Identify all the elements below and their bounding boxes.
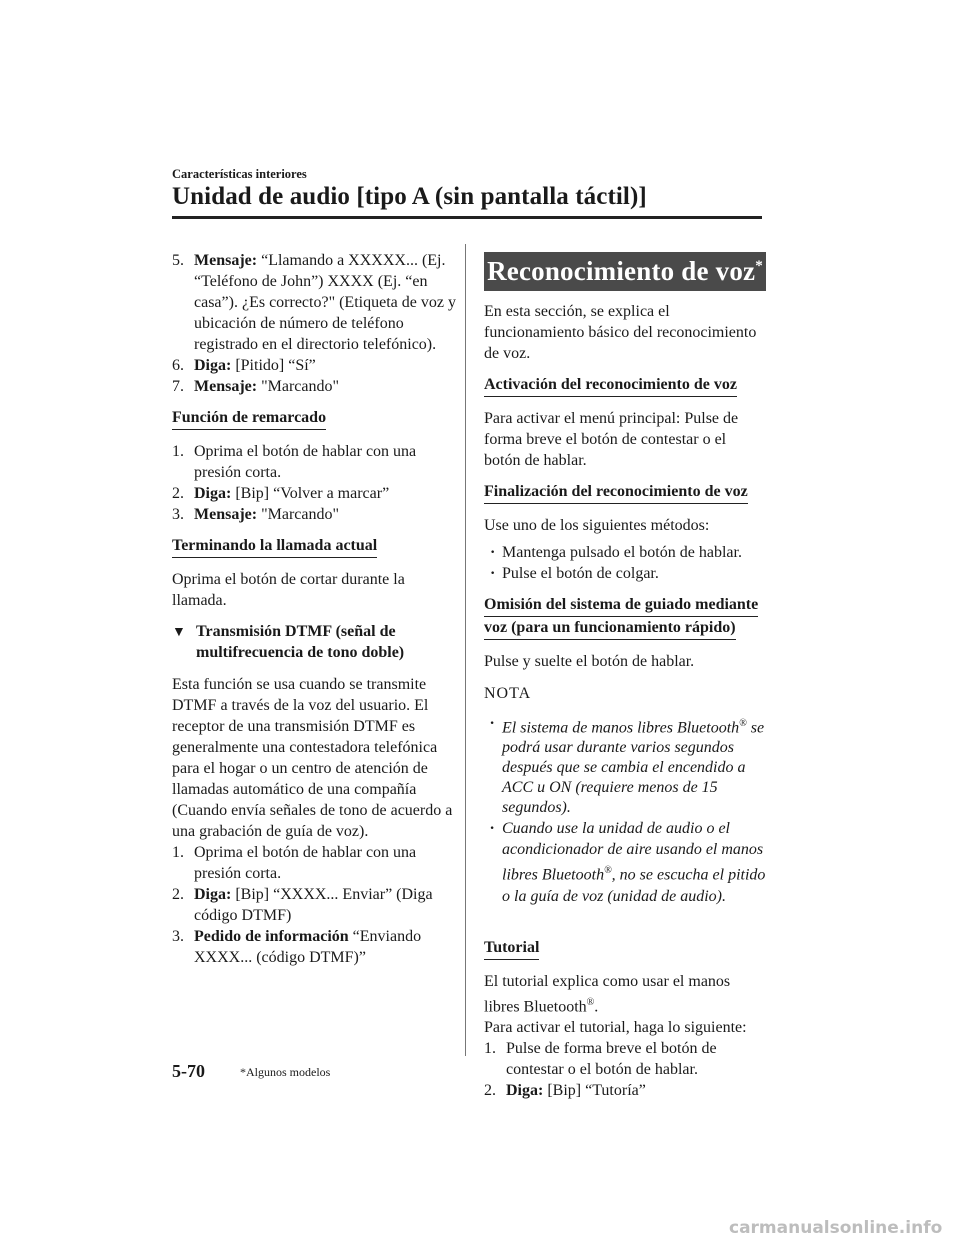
tutorial-text: .: [594, 997, 599, 1015]
paragraph: Esta función se usa cuando se transmite DTMF a través de la voz del usuario. El receptor de una transmisión DTMF es generalmente una contestadora telefónica para el hogar o un centro de atención de llamadas automático de una compañía (Cuando envía señales de tono de acuerdo a una grabación de guía de voz).: [172, 676, 453, 840]
item-label: Mensaje:: [194, 506, 258, 523]
paragraph: Use uno de los siguientes métodos:: [484, 517, 710, 534]
item-text: "Marcando": [257, 506, 340, 523]
item-number: 3.: [172, 506, 184, 523]
subheading-dtmf: [172, 621, 457, 663]
item-number: 3.: [172, 928, 184, 945]
paragraph: [484, 971, 766, 1017]
tutorial-text: El tutorial explica como usar el manos libres Bluetooth: [484, 972, 731, 1015]
item-number: 1.: [172, 844, 184, 861]
item-text: [Bip] “Tutoría”: [543, 1081, 646, 1099]
bullet-item: [484, 542, 766, 563]
model-asterisk: *: [755, 258, 763, 274]
item-number: 6.: [172, 357, 184, 374]
note-text: se podrá usar durante varios segundos después que se cambia el encendido a ACC u ON (requiere menos de 15 segundos).: [502, 719, 765, 817]
item-text: "Marcando": [257, 378, 340, 395]
item-label: Diga:: [506, 1081, 544, 1099]
dtmf-heading-text: Transmisión DTMF (señal de multifrecuencia de tono doble): [196, 623, 405, 661]
paragraph: Oprima el botón de cortar durante la llamada.: [172, 571, 405, 609]
paragraph: Para activar el menú principal: Pulse de forma breve el botón de contestar o el botón de hablar.: [484, 410, 739, 469]
registered-mark: ®: [604, 865, 612, 877]
note-text: El sistema de manos libres Bluetooth: [502, 719, 740, 737]
item-label: Diga:: [194, 357, 232, 374]
item-text: [Bip] “XXXX... Enviar” (Diga código DTMF): [194, 886, 433, 924]
item-number: 1.: [484, 1039, 496, 1057]
note-item: [484, 818, 766, 906]
item-number: 2.: [172, 485, 184, 502]
item-text: [Bip] “Volver a marcar”: [231, 485, 390, 502]
item-text: Oprima el botón de hablar con una presión corta.: [194, 844, 417, 882]
item-text: “Enviando XXXX... (código DTMF)”: [194, 928, 422, 966]
subheading-terminando: Terminando la llamada actual: [172, 535, 377, 558]
bullet-dot-icon: ·: [490, 565, 496, 582]
note-label: NOTA: [484, 685, 532, 702]
item-label: Diga:: [194, 485, 232, 502]
triangle-down-icon: ▼: [172, 625, 186, 640]
list-item: [484, 1080, 766, 1101]
note-text: , no se escucha el pitido o la guía de voz (unidad de audio).: [502, 866, 766, 905]
subheading-activacion: Activación del reconocimiento de voz: [484, 374, 737, 397]
item-text: Oprima el botón de hablar con una presión corta.: [194, 443, 417, 481]
item-text: Pulse de forma breve el botón de contestar o el botón de hablar.: [506, 1039, 717, 1078]
subheading-remarcado: Función de remarcado: [172, 407, 326, 430]
list-item: [172, 250, 457, 355]
list-item: [172, 483, 457, 504]
omision-heading-line: voz (para un funcionamiento rápido): [484, 617, 736, 640]
list-item: [172, 441, 457, 483]
list-item: [172, 355, 457, 376]
list-item: [172, 376, 457, 397]
item-label: Pedido de información: [194, 928, 349, 945]
paragraph: Para activar el tutorial, haga lo siguiente:: [484, 1018, 747, 1036]
header-rule: [172, 216, 762, 219]
left-column: [172, 250, 457, 968]
item-number: 5.: [172, 252, 184, 269]
paragraph: En esta sección, se explica el funcionamiento básico del reconocimiento de voz.: [484, 303, 757, 362]
list-item: [484, 1038, 766, 1080]
subheading-omision: [484, 594, 766, 640]
item-number: 7.: [172, 378, 184, 395]
list-item: [172, 884, 457, 926]
note-text: Cuando use la unidad de audio o el acondicionador de aire usando el manos libres Bluetooth: [502, 820, 764, 884]
registered-mark: ®: [739, 718, 747, 729]
page-title: Unidad de audio [tipo A (sin pantalla táctil)]: [172, 183, 647, 210]
omision-heading-line: Omisión del sistema de guiado mediante: [484, 594, 758, 617]
subheading-finalizacion: Finalización del reconocimiento de voz: [484, 481, 748, 504]
page-number: 5-70: [172, 1061, 205, 1081]
item-number: 2.: [172, 886, 184, 903]
section-label: Características interiores: [172, 167, 307, 181]
bullet-dot-icon: ·: [490, 715, 494, 732]
right-column: [484, 252, 766, 1101]
item-number: 2.: [484, 1081, 496, 1099]
bullet-text: Pulse el botón de colgar.: [502, 565, 659, 582]
watermark: carmanualsonline.info: [729, 1218, 943, 1238]
paragraph: Pulse y suelte el botón de hablar.: [484, 653, 695, 670]
bullet-text: Mantenga pulsado el botón de hablar.: [502, 544, 742, 561]
item-number: 1.: [172, 443, 184, 460]
item-text: “Llamando a XXXXX... (Ej. “Teléfono de John”) XXXX (Ej. “en casa”). ¿Es correcto?" (Etiqueta de voz y ubicación de número de teléfono registrado en el directorio telefónico).: [194, 252, 456, 353]
list-item: [172, 842, 457, 884]
registered-mark: ®: [586, 996, 595, 1008]
item-text: [Pitido] “Sí”: [231, 357, 316, 374]
banner-title: Reconocimiento de voz: [487, 256, 756, 286]
footnote: *Algunos modelos: [240, 1065, 331, 1079]
bullet-dot-icon: ·: [490, 820, 494, 838]
item-label: Diga:: [194, 886, 232, 903]
section-banner: [484, 252, 766, 291]
subheading-tutorial: Tutorial: [484, 937, 539, 960]
list-item: [172, 926, 457, 968]
note-item: [484, 714, 766, 818]
column-divider: [465, 244, 466, 1056]
list-item: [172, 504, 457, 525]
bullet-item: [484, 563, 766, 584]
item-label: Mensaje:: [194, 252, 258, 269]
bullet-dot-icon: ·: [490, 544, 496, 561]
item-label: Mensaje:: [194, 378, 258, 395]
